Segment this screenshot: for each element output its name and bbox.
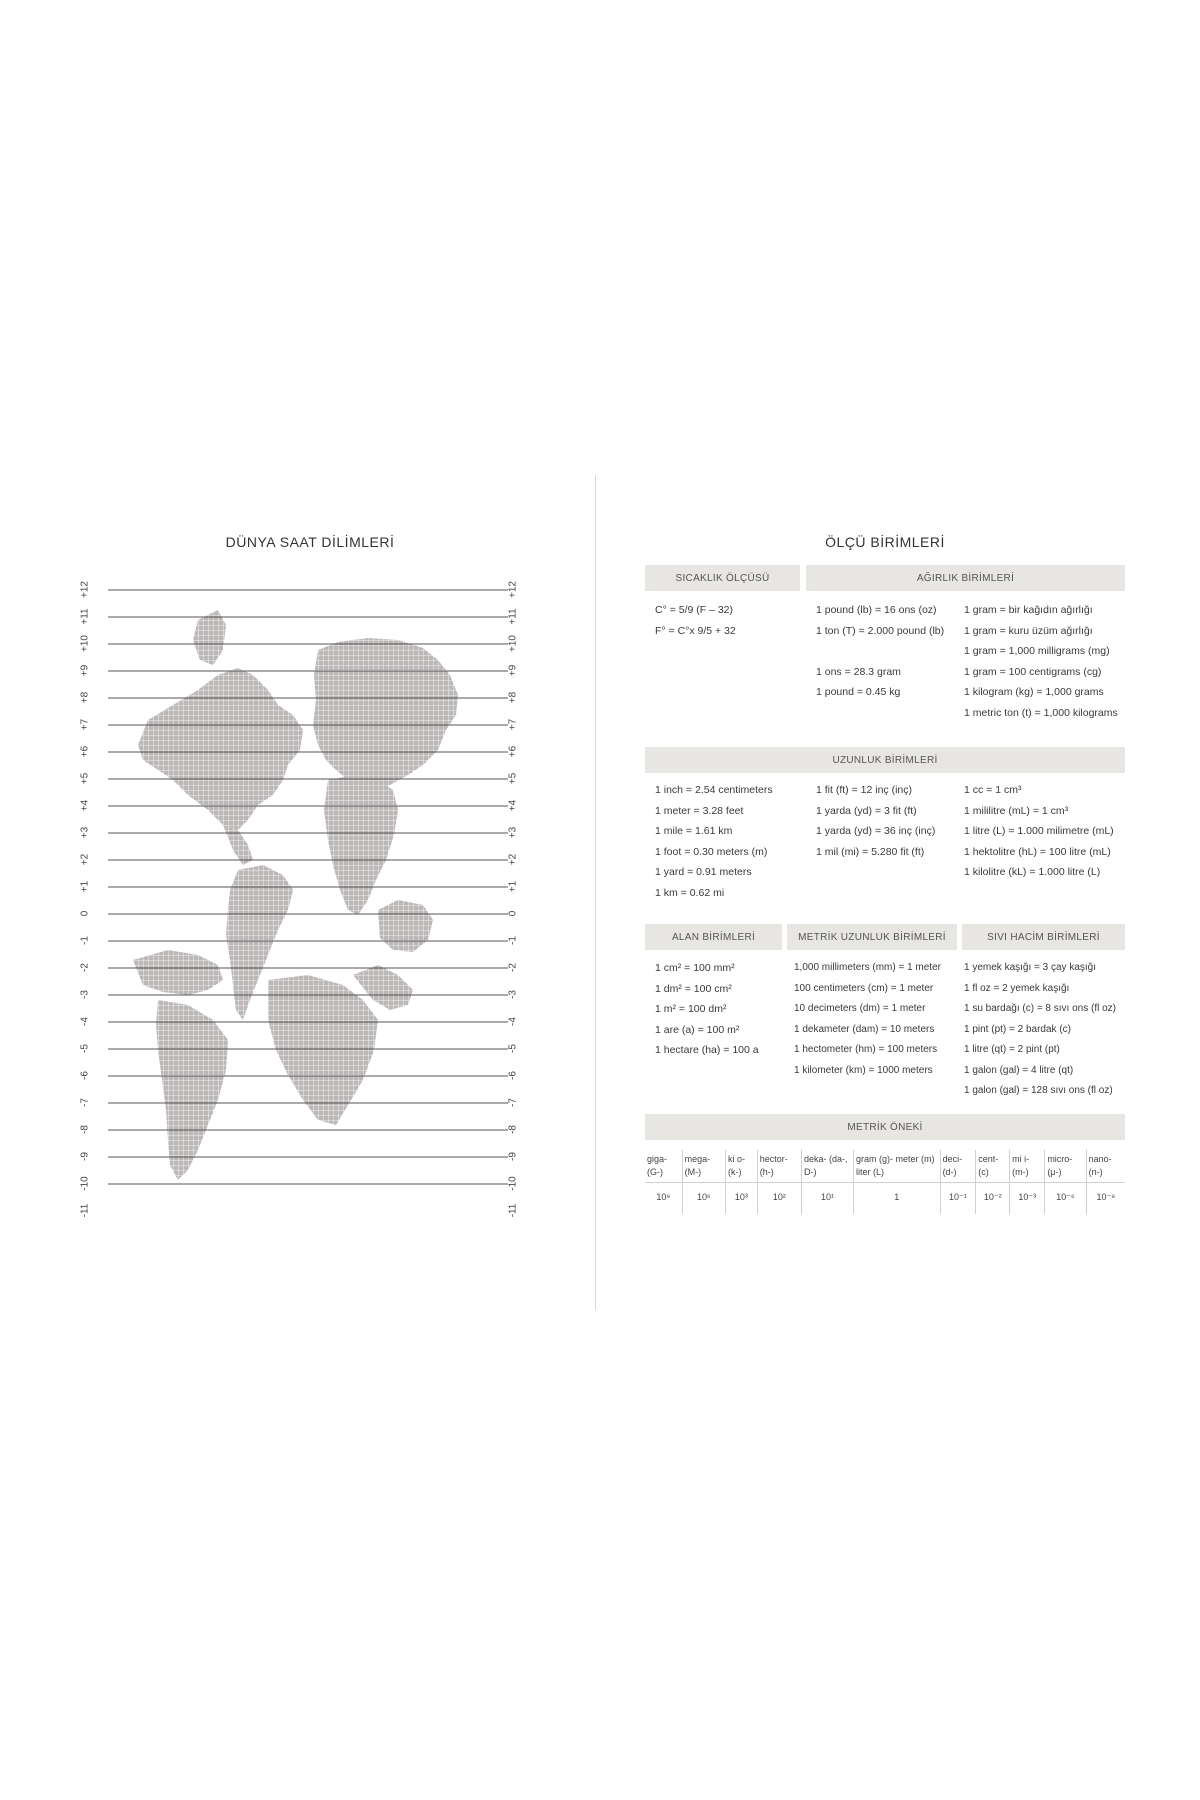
metric-length-header: METRİK UZUNLUK BİRİMLERİ (787, 924, 957, 950)
weight-header: AĞIRLIK BİRİMLERİ (806, 565, 1125, 591)
prefix-value: 10⁻⁹ (1086, 1183, 1125, 1215)
timezone-label: -4 (79, 1017, 91, 1026)
weight-line (816, 641, 944, 662)
timezone-label: -7 (79, 1098, 91, 1107)
prefix-name: deka- (da-, D-) (802, 1150, 854, 1183)
length-line: 1 yarda (yd) = 36 inç (inç) (816, 825, 936, 837)
length-line: 1 foot = 0.30 meters (m) (655, 845, 768, 858)
liquid-line: 1 su bardağı (c) = 8 sıvı ons (fl oz) (964, 1003, 1117, 1014)
prefix-name: deci- (d-) (940, 1150, 976, 1183)
length-line: 1 yarda (yd) = 3 fit (ft) (816, 804, 917, 817)
timezone-map (78, 580, 538, 1240)
timezone-label: 0 (507, 910, 519, 917)
timezone-label: +11 (507, 608, 519, 625)
prefix-name: micro- (μ-) (1045, 1150, 1086, 1183)
prefix-value: 10⁻¹ (940, 1183, 976, 1215)
prefix-value: 10⁹ (645, 1183, 682, 1215)
timezone-label: +10 (79, 635, 91, 652)
timezone-label: -10 (507, 1176, 519, 1191)
weight-line: 1 gram = bir kağıdın ağırlığı (964, 604, 1093, 616)
timezone-label: +2 (79, 853, 91, 866)
length-line: 1 fit (ft) = 12 inç (inç) (816, 784, 912, 796)
prefix-value: 10⁻³ (1010, 1183, 1045, 1215)
length-line: 1 litre (L) = 1.000 milimetre (mL) (964, 825, 1114, 837)
timezone-label: -3 (79, 990, 91, 999)
length-col-3 (964, 780, 1114, 883)
metric-length-line: 100 centimeters (cm) = 1 meter (794, 982, 934, 994)
timezone-label: +4 (79, 799, 91, 812)
prefix-name: gram (g)- meter (m) liter (L) (854, 1150, 941, 1183)
length-line: 1 mil (mi) = 5.280 fit (ft) (816, 845, 925, 858)
timezone-label: -9 (79, 1152, 91, 1161)
page-spine (595, 475, 596, 1310)
timezone-label: +8 (507, 691, 519, 704)
length-line: 1 cc = 1 cm³ (964, 784, 1022, 796)
weight-col-2 (964, 600, 1118, 723)
timezone-label: +3 (507, 826, 519, 839)
liquid-line: 1 pint (pt) = 2 bardak (c) (964, 1023, 1071, 1035)
timezone-label: -3 (507, 990, 519, 999)
timezone-label: +5 (507, 772, 519, 785)
timezone-label: -4 (507, 1017, 519, 1026)
metric-length-line: 10 decimeters (dm) = 1 meter (794, 1003, 926, 1014)
prefix-value: 10² (757, 1183, 801, 1215)
temperature-line: C° = 5/9 (F – 32) (655, 604, 734, 616)
prefix-name: giga- (G-) (645, 1150, 682, 1183)
prefix-name: mega- (M-) (682, 1150, 725, 1183)
metric-length-line: 1 hectometer (hm) = 100 meters (794, 1044, 938, 1055)
prefix-value: 10³ (726, 1183, 758, 1215)
area-header: ALAN BİRİMLERİ (645, 924, 782, 950)
prefix-name-row (645, 1150, 1125, 1183)
timezone-label: +6 (79, 745, 91, 758)
timezone-label: +12 (79, 581, 91, 598)
liquid-lines (964, 958, 1116, 1102)
area-lines (655, 958, 759, 1061)
weight-line: 1 gram = 100 centigrams (cg) (964, 665, 1102, 678)
liquid-header: SIVI HACİM BİRİMLERİ (962, 924, 1125, 950)
length-line: 1 yard = 0.91 meters (655, 866, 752, 878)
timezone-label: +3 (79, 826, 91, 839)
prefix-value: 10⁻² (976, 1183, 1010, 1215)
prefix-value: 10⁻⁶ (1045, 1183, 1086, 1215)
timezone-label: -11 (79, 1203, 91, 1218)
length-line: 1 km = 0.62 mi (655, 886, 725, 899)
world-map-svg (78, 580, 538, 1240)
prefix-value: 1 (854, 1183, 941, 1215)
timezone-label: -1 (507, 936, 519, 945)
central-america (223, 825, 253, 865)
timezone-label: -5 (79, 1044, 91, 1053)
length-header: UZUNLUK BİRİMLERİ (645, 747, 1125, 773)
timezone-label: +1 (79, 880, 91, 893)
timezone-label: +6 (507, 745, 519, 758)
timezone-label: +12 (507, 581, 519, 598)
timezone-label: +7 (79, 718, 91, 731)
weight-line: 1 gram = 1,000 milligrams (mg) (964, 645, 1110, 657)
length-line: 1 hektolitre (hL) = 100 litre (mL) (964, 845, 1111, 858)
area-line: 1 m² = 100 dm² (655, 1003, 727, 1015)
timezone-label: -10 (79, 1176, 91, 1191)
units-title: ÖLÇÜ BİRİMLERİ (825, 534, 945, 550)
liquid-line: 1 galon (gal) = 128 sıvı ons (fl oz) (964, 1085, 1113, 1096)
timezone-label: -1 (79, 936, 91, 945)
weight-line: 1 kilogram (kg) = 1,000 grams (964, 686, 1104, 698)
weight-line: 1 gram = kuru üzüm ağırlığı (964, 624, 1093, 637)
weight-line: 1 ton (T) = 2.000 pound (lb) (816, 624, 945, 637)
prefix-name: cent- (c) (976, 1150, 1010, 1183)
timezone-label: +8 (79, 691, 91, 704)
prefix-name: mi i- (m-) (1010, 1150, 1045, 1183)
timezone-label: +11 (79, 608, 91, 625)
continents (133, 610, 458, 1180)
length-line: 1 mile = 1.61 km (655, 825, 733, 837)
timezone-label: -2 (507, 963, 519, 972)
australia (378, 900, 433, 952)
temperature-header: SICAKLIK ÖLÇÜSÜ (645, 565, 800, 591)
area-line: 1 hectare (ha) = 100 a (655, 1044, 759, 1056)
temperature-line: F° = C°x 9/5 + 32 (655, 624, 736, 637)
liquid-line: 1 yemek kaşığı = 3 çay kaşığı (964, 962, 1097, 973)
timezone-label: +5 (79, 772, 91, 785)
timezone-label: -11 (507, 1203, 519, 1218)
weight-col-1 (816, 600, 944, 703)
liquid-line: 1 fl oz = 2 yemek kaşığı (964, 982, 1070, 994)
metric-length-line: 1 dekameter (dam) = 10 meters (794, 1023, 935, 1035)
timezone-label: -7 (507, 1098, 519, 1107)
timezone-label: -8 (79, 1125, 91, 1134)
area-line: 1 dm² = 100 cm² (655, 982, 732, 995)
prefix-value: 10⁶ (682, 1183, 725, 1215)
metric-length-lines (794, 958, 941, 1081)
area-line: 1 cm² = 100 mm² (655, 962, 735, 974)
south-world-2 (156, 1000, 228, 1180)
metric-length-line: 1 kilometer (km) = 1000 meters (794, 1064, 933, 1076)
timezone-label: +1 (507, 880, 519, 893)
length-line: 1 inch = 2.54 centimeters (655, 784, 773, 796)
length-line: 1 mililitre (mL) = 1 cm³ (964, 804, 1069, 817)
temperature-lines (655, 600, 736, 641)
liquid-line: 1 litre (qt) = 2 pint (pt) (964, 1044, 1060, 1055)
africa (324, 775, 398, 915)
south-world-1 (133, 950, 223, 995)
prefix-name: hector- (h-) (757, 1150, 801, 1183)
weight-line: 1 ons = 28.3 gram (816, 665, 901, 678)
prefix-header: METRİK ÖNEKİ (645, 1114, 1125, 1140)
timezone-label: -8 (507, 1125, 519, 1134)
timezone-label: +10 (507, 635, 519, 652)
weight-line: 1 metric ton (t) = 1,000 kilograms (964, 706, 1118, 719)
timezone-label: -6 (507, 1071, 519, 1080)
length-col-2 (816, 780, 935, 862)
greenland (193, 610, 226, 665)
timezone-label: +7 (507, 718, 519, 731)
prefix-name: nano- (n-) (1088, 1154, 1112, 1177)
metric-length-line: 1,000 millimeters (mm) = 1 meter (794, 962, 941, 973)
weight-line: 1 pound = 0.45 kg (816, 686, 901, 698)
liquid-line: 1 galon (gal) = 4 litre (qt) (964, 1064, 1074, 1076)
length-col-1 (655, 780, 773, 903)
timezone-label: +4 (507, 799, 519, 812)
world-timezones-title: DÜNYA SAAT DİLİMLERİ (225, 534, 395, 550)
timezone-label: -6 (79, 1071, 91, 1080)
length-line: 1 kilolitre (kL) = 1.000 litre (L) (964, 866, 1101, 878)
eurasia (313, 638, 458, 795)
timezone-label: -9 (507, 1152, 519, 1161)
prefix-name: ki o- (k-) (726, 1150, 758, 1183)
timezone-label: -2 (79, 963, 91, 972)
timezone-label: 0 (79, 910, 91, 917)
timezone-label: +2 (507, 853, 519, 866)
prefix-table (645, 1150, 1125, 1214)
prefix-value: 10¹ (802, 1183, 854, 1215)
length-line: 1 meter = 3.28 feet (655, 804, 744, 817)
timezone-label: +9 (507, 664, 519, 677)
timezone-label: -5 (507, 1044, 519, 1053)
timezone-label: +9 (79, 664, 91, 677)
weight-line: 1 pound (lb) = 16 ons (oz) (816, 604, 937, 616)
area-line: 1 are (a) = 100 m² (655, 1023, 740, 1036)
prefix-value-row (645, 1183, 1125, 1215)
